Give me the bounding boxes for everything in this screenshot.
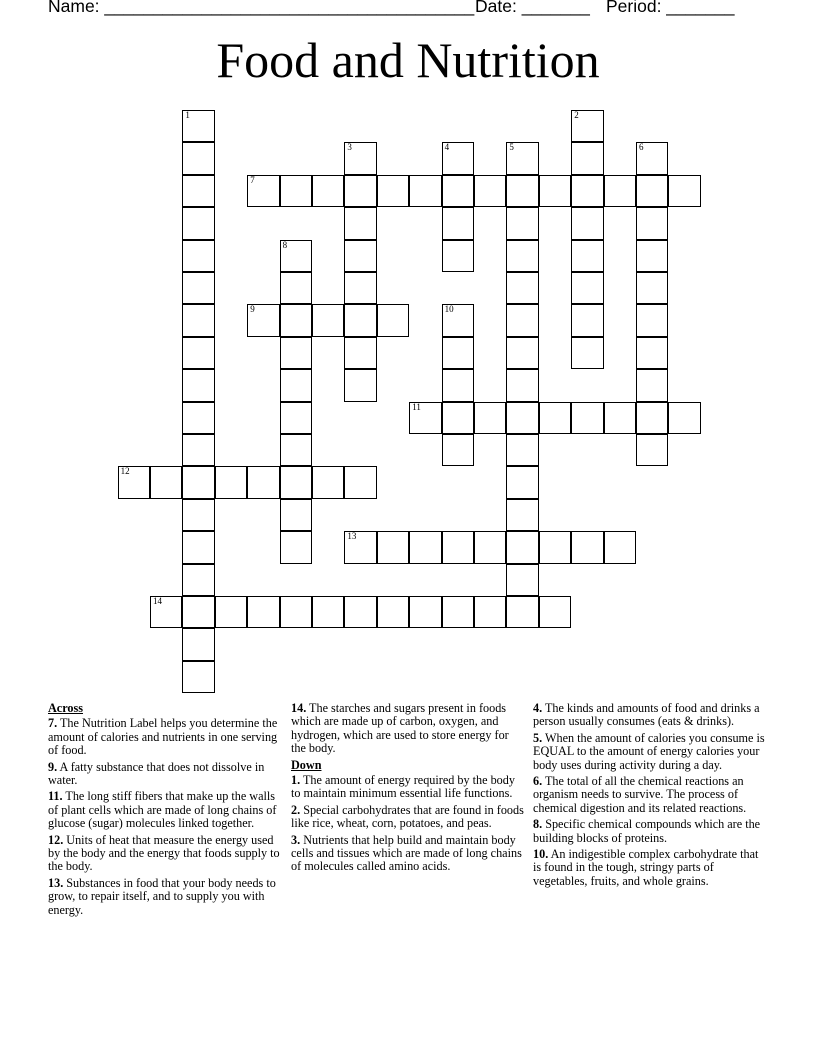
grid-cell[interactable] [182,240,214,272]
grid-cell[interactable] [182,142,214,174]
grid-cell[interactable] [344,207,376,239]
grid-cell[interactable] [442,207,474,239]
grid-cell[interactable] [280,402,312,434]
grid-cell[interactable] [442,142,474,174]
grid-cell[interactable] [150,466,182,498]
clue-item [533,732,769,772]
grid-cell[interactable] [506,175,538,207]
grid-cell[interactable] [506,466,538,498]
clue-item [48,834,284,874]
grid-cell[interactable] [668,402,700,434]
grid-cell[interactable] [280,337,312,369]
grid-cell[interactable] [442,240,474,272]
grid-cell[interactable] [506,304,538,336]
clue-number: 14 [153,596,162,606]
clue-number: 9 [250,304,255,315]
clue-item-text: The kinds and amounts of food and drinks a person usually consumes (eats & drinks). [533,701,760,729]
clue-number: 12 [120,466,130,477]
clue-item-number: 1. [291,773,301,788]
grid-cell[interactable] [118,466,150,498]
grid-cell[interactable] [344,369,376,401]
clue-number: 11 [412,401,421,412]
grid-cell[interactable] [442,175,474,207]
grid-cell[interactable] [409,596,441,628]
clue-item-text: The Nutrition Label helps you determine the amount of calories and nutrients in one serving of food. [48,716,278,758]
grid-cell[interactable] [182,402,214,434]
grid-cell[interactable] [668,175,700,207]
grid-cell[interactable] [442,434,474,466]
clue-number: 8 [282,239,288,250]
grid-cell[interactable] [280,304,312,336]
clue-item-text: Substances in food that your body needs to grow, to repair itself, and to supply you with energy. [48,875,276,917]
grid-cell[interactable] [604,402,636,434]
grid-cell[interactable] [182,272,214,304]
grid-cell[interactable] [506,207,538,239]
grid-cell[interactable] [182,207,214,239]
grid-cell[interactable] [182,304,214,336]
grid-cell[interactable] [636,272,668,304]
grid-cell[interactable] [506,142,538,174]
grid-cell[interactable] [312,175,344,207]
clue-item-text: The starches and sugars present in foods which are made up of carbon, oxygen, and hydrogen, which are used to store energy for the body. [291,701,509,756]
clues-column-2 [291,702,525,877]
grid-cell[interactable] [247,596,279,628]
clue-item-text: Units of heat that measure the energy used by the body and the energy that foods supply to the body. [48,832,280,874]
clue-item-text: The total of all the chemical reactions an organism needs to survive. The process of chemical digestion and its related reactions. [533,774,747,815]
grid-cell[interactable] [636,175,668,207]
grid-cell[interactable] [571,110,603,142]
grid-cell[interactable] [344,596,376,628]
grid-cell[interactable] [571,240,603,272]
grid-cell[interactable] [636,369,668,401]
grid-cell[interactable] [409,531,441,563]
grid-cell[interactable] [409,402,441,434]
grid-cell[interactable] [539,596,571,628]
grid-cell[interactable] [280,531,312,563]
grid-cell[interactable] [182,531,214,563]
grid-cell[interactable] [506,564,538,596]
grid-cell[interactable] [247,175,279,207]
grid-cell[interactable] [344,240,376,272]
grid-cell[interactable] [344,531,376,563]
clue-item-number: 6. [533,774,543,789]
grid-cell[interactable] [539,402,571,434]
grid-cell[interactable] [442,337,474,369]
clue-item-text: Special carbohydrates that are found in foods like rice, wheat, corn, potatoes, and peas. [291,802,524,831]
grid-cell[interactable] [442,369,474,401]
clue-item-number: 8. [533,817,543,832]
down-heading: Down [291,757,322,772]
grid-cell[interactable] [377,596,409,628]
grid-cell[interactable] [280,272,312,304]
grid-cell[interactable] [442,304,474,336]
clue-item [533,848,769,888]
grid-cell[interactable] [636,434,668,466]
grid-cell[interactable] [344,175,376,207]
clue-number: 10 [444,304,454,315]
grid-cell[interactable] [280,596,312,628]
grid-cell[interactable] [409,175,441,207]
grid-cell[interactable] [247,304,279,336]
grid-cell[interactable] [280,240,312,272]
clue-item-number: 3. [291,832,301,847]
grid-cell[interactable] [280,175,312,207]
grid-cell[interactable] [247,466,279,498]
grid-cell[interactable] [215,466,247,498]
across-heading: Across [48,701,83,715]
grid-cell[interactable] [474,402,506,434]
grid-cell[interactable] [215,596,247,628]
grid-cell[interactable] [474,596,506,628]
grid-cell[interactable] [604,175,636,207]
grid-cell[interactable] [312,466,344,498]
grid-cell[interactable] [571,207,603,239]
grid-cell[interactable] [636,240,668,272]
grid-cell[interactable] [377,304,409,336]
clue-number: 1 [185,110,190,120]
grid-cell[interactable] [182,337,214,369]
grid-cell[interactable] [571,304,603,336]
grid-cell[interactable] [506,531,538,563]
clue-item [533,775,769,815]
grid-cell[interactable] [344,272,376,304]
clue-number: 5 [509,142,514,153]
clue-item-number: 12. [48,832,64,847]
clue-item [48,761,284,788]
grid-cell[interactable] [604,531,636,563]
grid-cell[interactable] [539,175,571,207]
grid-cell[interactable] [280,369,312,401]
grid-cell[interactable] [344,142,376,174]
clue-item [533,702,769,729]
page-title: Food and Nutrition [216,32,600,88]
clue-number: 7 [250,174,255,185]
grid-cell[interactable] [182,175,214,207]
grid-cell[interactable] [280,499,312,531]
grid-cell[interactable] [636,207,668,239]
clue-number: 13 [347,531,357,542]
grid-cell[interactable] [539,531,571,563]
grid-cell[interactable] [344,337,376,369]
grid-cell[interactable] [182,434,214,466]
clue-item-number: 5. [533,730,543,745]
grid-cell[interactable] [636,337,668,369]
clue-item-text: When the amount of calories you consume is EQUAL to the amount of energy calories your body uses during activity during a day. [533,730,765,772]
grid-cell[interactable] [474,175,506,207]
grid-cell[interactable] [312,596,344,628]
clue-item [48,790,284,830]
clue-number: 3 [347,142,352,153]
clue-item [48,717,284,757]
clue-number: 4 [444,142,450,153]
clue-item [533,818,769,845]
grid-cell[interactable] [506,272,538,304]
grid-cell[interactable] [506,402,538,434]
clues-column-3 [533,702,769,891]
clue-item [291,804,525,831]
grid-cell[interactable] [506,369,538,401]
grid-cell[interactable] [182,628,214,660]
grid-cell[interactable] [506,240,538,272]
grid-cell[interactable] [636,402,668,434]
clue-item [291,834,525,874]
grid-cell[interactable] [377,175,409,207]
grid-cell[interactable] [571,175,603,207]
clue-item-number: 4. [533,701,543,715]
grid-cell[interactable] [571,272,603,304]
grid-cell[interactable] [150,596,182,628]
clue-item-number: 11. [48,789,63,804]
clue-item-number: 10. [533,847,549,862]
clue-item-number: 2. [291,802,301,817]
grid-cell[interactable] [442,596,474,628]
grid-cell[interactable] [571,142,603,174]
grid-cell[interactable] [442,402,474,434]
clues-column-1 [48,702,284,920]
clue-number: 2 [574,110,579,120]
grid-cell[interactable] [506,596,538,628]
grid-cell[interactable] [182,596,214,628]
grid-cell[interactable] [442,531,474,563]
grid-cell[interactable] [344,466,376,498]
period-field[interactable]: Period: _______ [606,0,735,16]
clue-item-text: The long stiff fibers that make up the walls of plant cells which are made of long chains of glucose (sugar) molecules linked together. [48,789,277,831]
clue-item-text: The amount of energy required by the body to maintain minimum essential life functions. [291,773,515,801]
date-field[interactable]: Date: _______ [475,0,590,16]
grid-cell[interactable] [474,531,506,563]
clue-item-text: Specific chemical compounds which are the building blocks of proteins. [533,817,761,845]
grid-cell[interactable] [182,466,214,498]
grid-cell[interactable] [280,466,312,498]
clue-item-number: 7. [48,716,58,731]
grid-cell[interactable] [636,304,668,336]
clue-item-text: Nutrients that help build and maintain body cells and tissues which are made of long chains of molecules called amino acids. [291,832,522,874]
grid-cell[interactable] [182,499,214,531]
grid-cell[interactable] [571,531,603,563]
grid-cell[interactable] [571,402,603,434]
clue-item-number: 13. [48,875,64,890]
grid-cell[interactable] [312,304,344,336]
clue-item-number: 9. [48,759,58,774]
clue-item [291,702,525,756]
grid-cell[interactable] [344,304,376,336]
clue-item [48,877,284,917]
grid-cell[interactable] [636,142,668,174]
clue-item-text: An indigestible complex carbohydrate that is found in the tough, stringy parts of vegetables, fruits, and whole grains. [533,847,759,888]
grid-cell[interactable] [182,661,214,693]
grid-cell[interactable] [571,337,603,369]
grid-cell[interactable] [506,499,538,531]
grid-cell[interactable] [506,434,538,466]
clue-item-number: 14. [291,701,307,715]
grid-cell[interactable] [182,564,214,596]
clue-item-text: A fatty substance that does not dissolve in water. [48,759,265,788]
grid-cell[interactable] [182,110,214,142]
clue-item [291,774,525,801]
grid-cell[interactable] [280,434,312,466]
grid-cell[interactable] [182,369,214,401]
grid-cell[interactable] [506,337,538,369]
clue-number: 6 [639,142,644,153]
grid-cell[interactable] [377,531,409,563]
name-field[interactable]: Name: ______________________________________ [48,0,475,16]
